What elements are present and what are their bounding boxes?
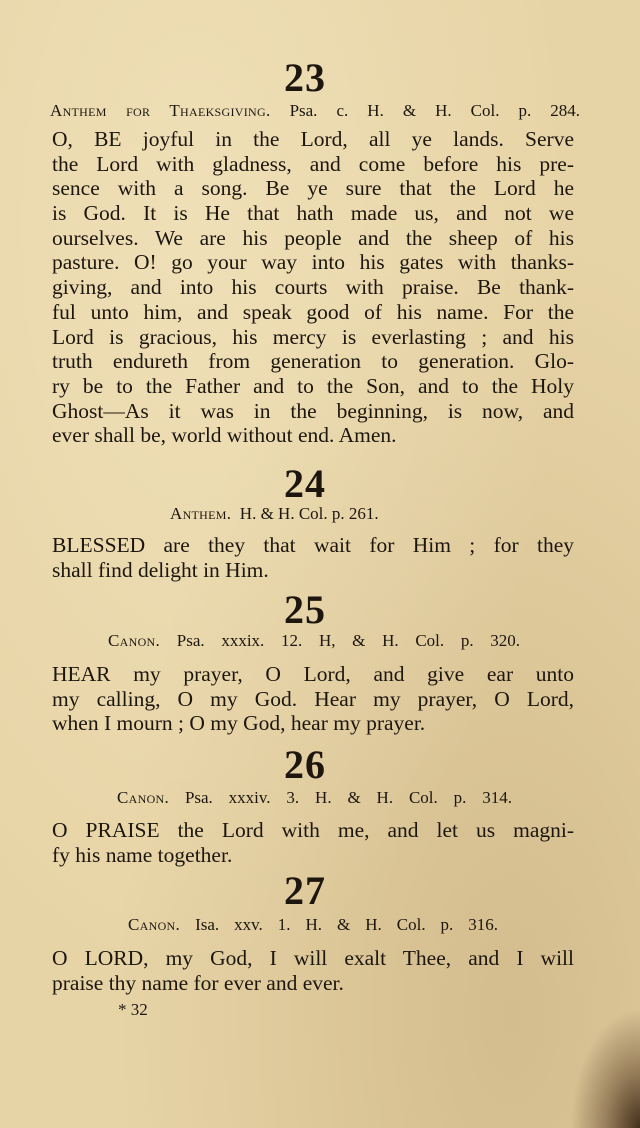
- page-edge-shadow: [570, 1008, 640, 1128]
- hymn-text: [52, 662, 574, 736]
- hymn-title: Canon.: [117, 788, 170, 807]
- text-line: O PRAISE the Lord with me, and let us magni-: [52, 818, 574, 842]
- text-line: Lord is gracious, his mercy is everlasting ; and his: [52, 324, 574, 349]
- text-line: pasture. O! go your way into his gates with thanks-: [52, 250, 574, 275]
- text-line: O, BE joyful in the Lord, all ye lands. Serve: [52, 127, 574, 151]
- text-line: the Lord with gladness, and come before his pre-: [52, 151, 574, 176]
- text-line: is God. It is He that hath made us, and not we: [52, 201, 574, 226]
- hymn-text: [52, 946, 574, 995]
- hymn-number: 24: [284, 461, 326, 506]
- hymn-title: Canon.: [108, 631, 161, 650]
- hymn-title: Canon.: [128, 915, 181, 934]
- hymn-number: 27: [284, 868, 326, 913]
- hymn-header: [170, 503, 460, 525]
- text-line: ever shall be, world without end. Amen.: [52, 423, 397, 448]
- collection-reference: H. & H. Col. p. 284.: [367, 101, 581, 120]
- text-line: O LORD, my God, I will exalt Thee, and I will: [52, 946, 574, 970]
- text-line: fy his name together.: [52, 842, 233, 867]
- hymn-header: [128, 914, 498, 936]
- text-line: praise thy name for ever and ever.: [52, 970, 344, 995]
- text-line: HEAR my prayer, O Lord, and give ear unto: [52, 662, 574, 686]
- text-line: shall find delight in Him.: [52, 557, 269, 582]
- text-line: BLESSED are they that wait for Him ; for they: [52, 533, 574, 557]
- hymn-header: [108, 630, 520, 652]
- hymn-header: [117, 787, 512, 809]
- scripture-reference: Psa. xxxix. 12.: [176, 631, 303, 650]
- text-line: truth endureth from generation to generation. Glo-: [52, 349, 574, 374]
- collection-reference: H. & H. Col. p. 261.: [239, 504, 379, 523]
- text-line: Ghost—As it was in the beginning, is now, and: [52, 398, 574, 423]
- scripture-reference: Isa. xxv. 1.: [195, 915, 291, 934]
- collection-reference: H. & H. Col. p. 314.: [315, 788, 512, 807]
- text-line: my calling, O my God. Hear my prayer, O Lord,: [52, 686, 574, 711]
- scripture-reference: Psa. c.: [289, 101, 349, 120]
- hymn-number: 26: [284, 742, 326, 787]
- collection-reference: H. & H. Col. p. 316.: [305, 915, 499, 934]
- hymn-title: Anthem.: [170, 504, 232, 523]
- text-line: sence with a song. Be ye sure that the Lord he: [52, 176, 574, 201]
- hymn-text: [52, 127, 574, 448]
- hymn-number: 23: [284, 55, 326, 100]
- text-line: ry be to the Father and to the Son, and to the Holy: [52, 373, 574, 398]
- hymn-text: [52, 818, 574, 867]
- hymn-header: [50, 100, 580, 122]
- signature-mark: * 32: [118, 1000, 148, 1019]
- hymn-title: Anthem for Thaeksgiving.: [50, 101, 271, 120]
- text-line: ful unto him, and speak good of his name. For the: [52, 299, 574, 324]
- text-line: ourselves. We are his people and the sheep of his: [52, 225, 574, 250]
- hymn-text: [52, 533, 574, 582]
- collection-reference: H, & H. Col. p. 320.: [318, 631, 521, 650]
- hymn-number: 25: [284, 587, 326, 632]
- text-line: giving, and into his courts with praise. Be thank-: [52, 275, 574, 300]
- scripture-reference: Psa. xxxiv. 3.: [184, 788, 300, 807]
- text-line: when I mourn ; O my God, hear my prayer.: [52, 711, 426, 736]
